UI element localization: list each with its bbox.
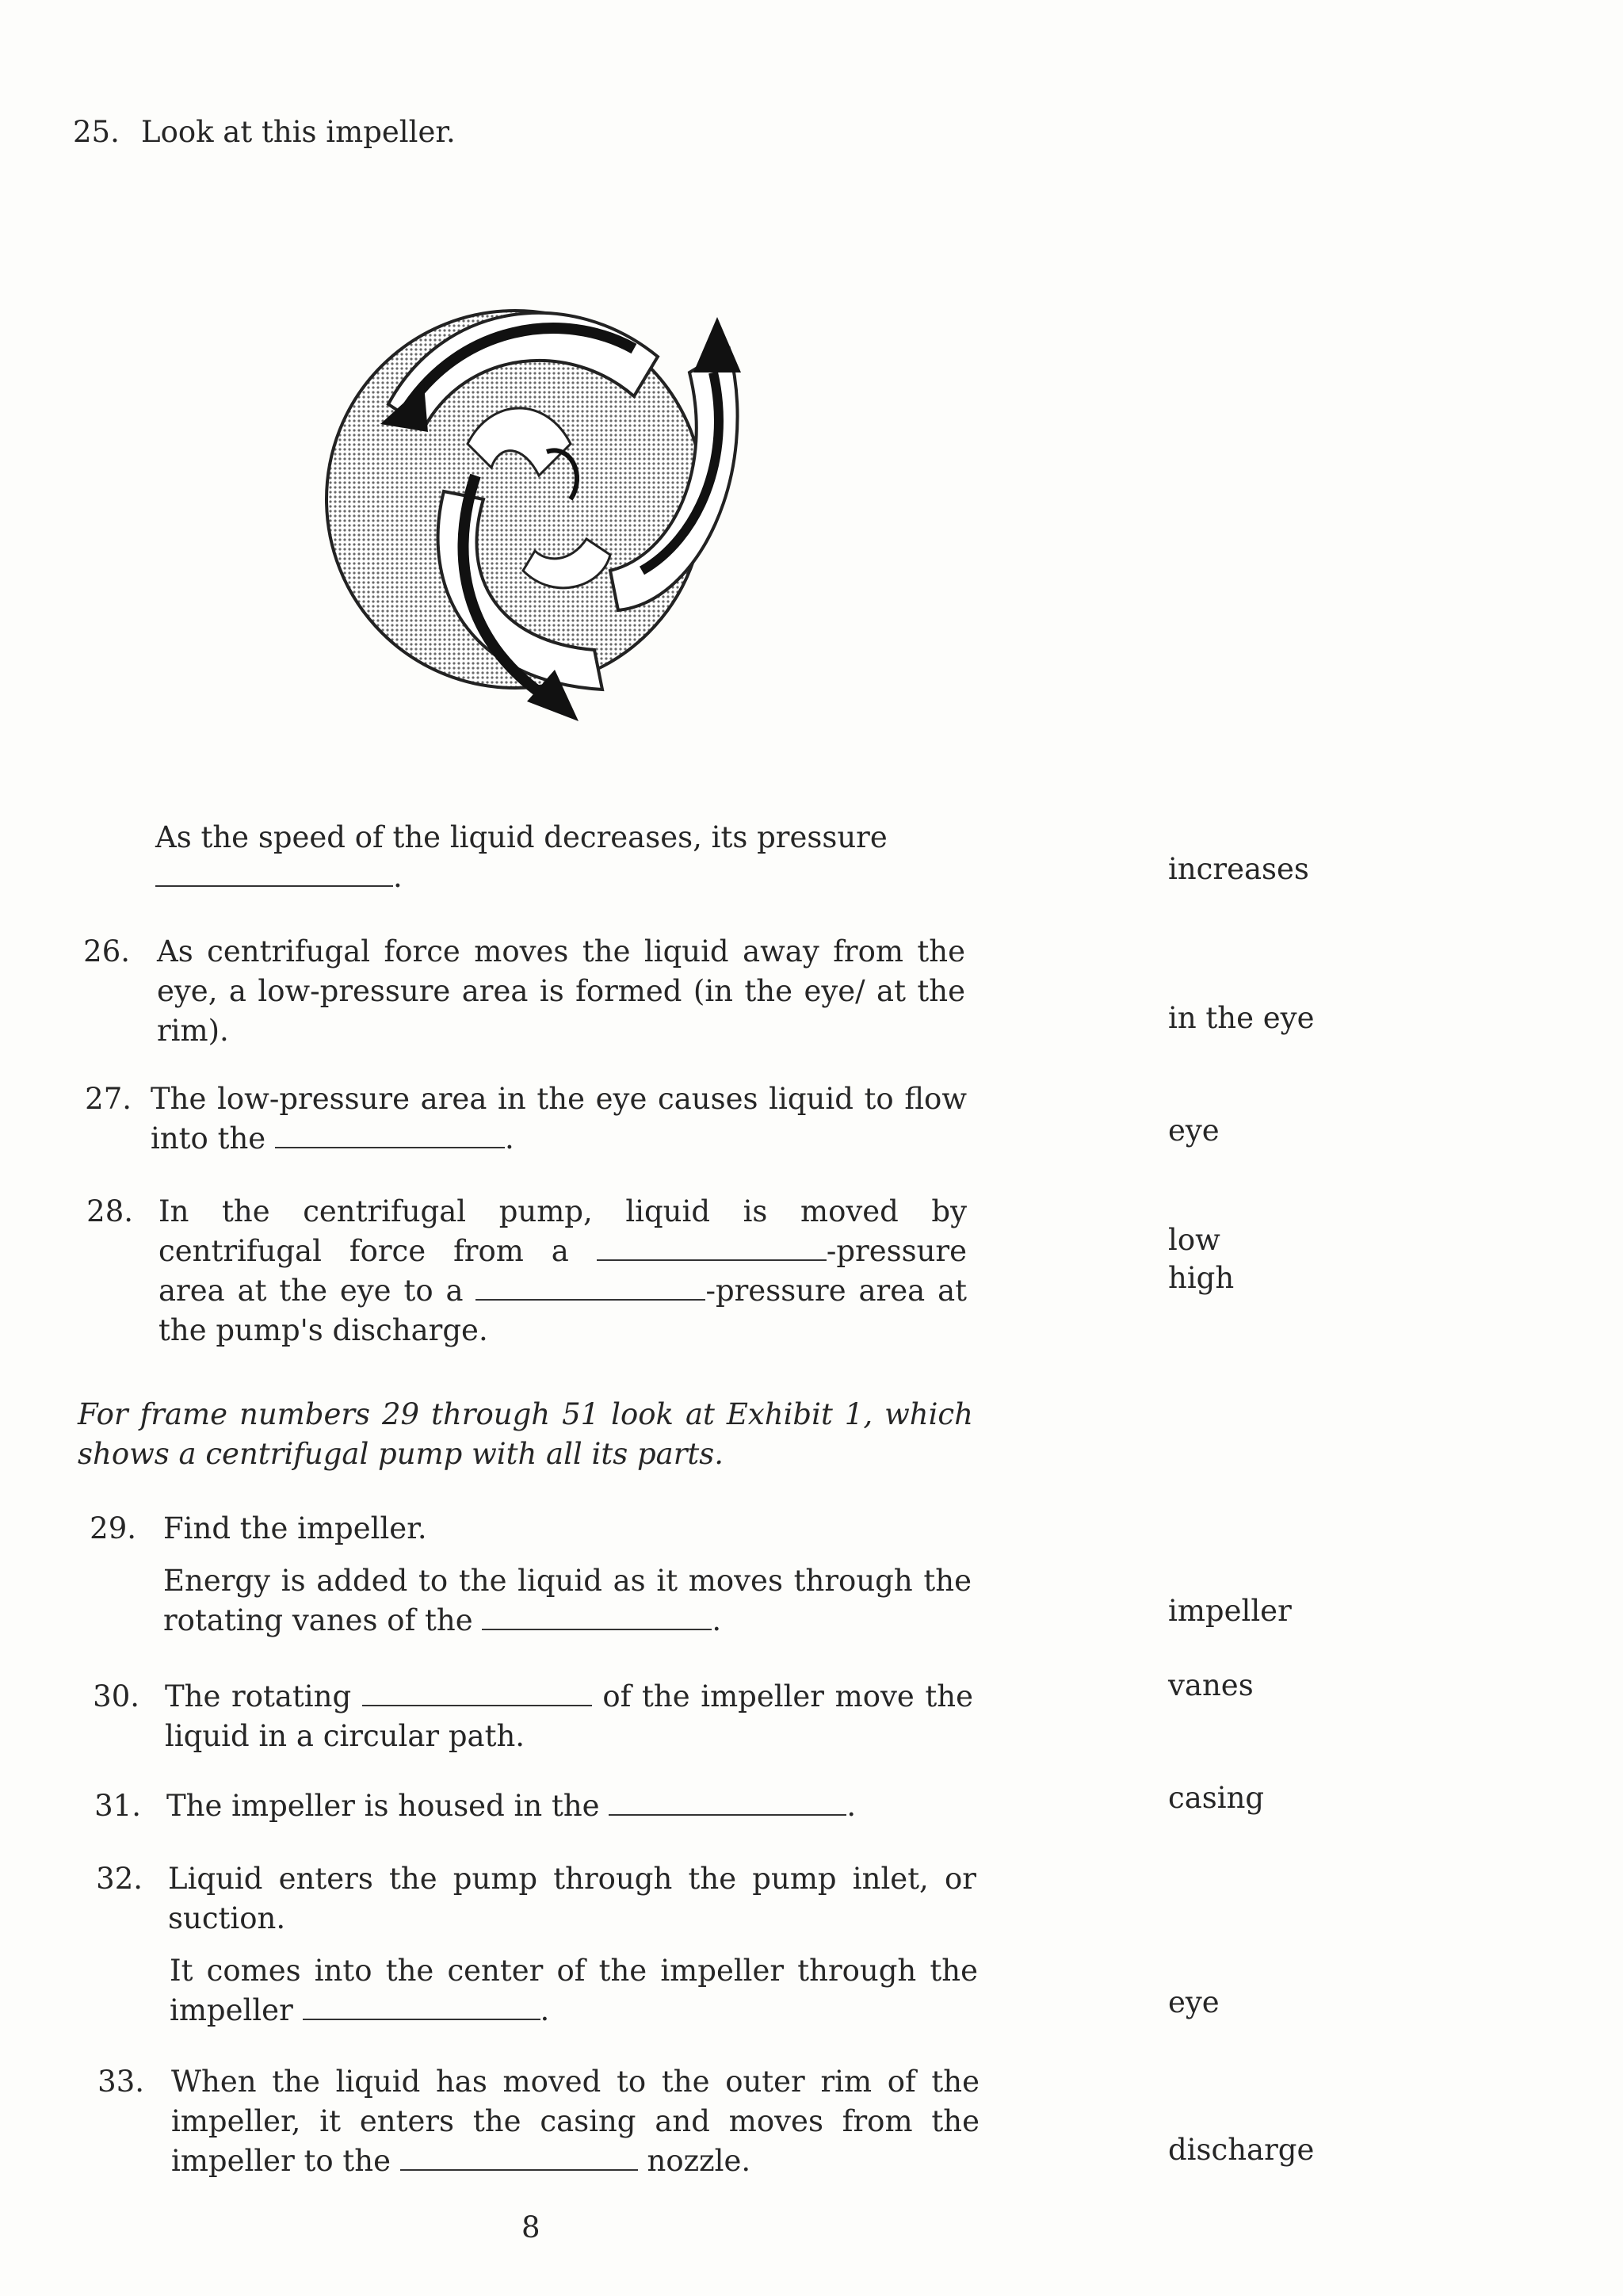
frame-26-text: As centrifugal force moves the liquid away from the eye, a low-pressure area is formed (in the eye/ at the rim). [157, 934, 965, 1048]
prompt-text: In the centrifugal pump, liquid is moved by centrifugal force from a [158, 1194, 967, 1268]
answer-blank [482, 1602, 712, 1630]
frame-32-text [170, 1951, 978, 2030]
page-number: 8 [521, 2210, 540, 2244]
prompt-text: The low-pressure area in the eye causes liquid to flow into the [151, 1082, 967, 1156]
answer-32: eye [1168, 1985, 1220, 2019]
prompt-text-end: of the impeller move the liquid in a circular path. [165, 1679, 974, 1753]
prompt-text-end: . [393, 860, 403, 894]
frame-intro: Find the impeller. [163, 1511, 427, 1545]
answer-26: in the eye [1168, 1001, 1315, 1035]
answer-blank [303, 1992, 540, 2020]
answer-30: vanes [1168, 1668, 1254, 1702]
frame-number: 33. [97, 2065, 144, 2099]
frame-33-text [171, 2062, 980, 2181]
answer-blank [609, 1787, 846, 1816]
frame-27-text [151, 1079, 967, 1159]
prompt-text-end: . [846, 1789, 857, 1823]
prompt-text: The impeller is housed in the [166, 1789, 600, 1823]
prompt-text-end: . [540, 1993, 550, 2027]
answer-25: increases [1168, 852, 1309, 886]
answer-31: casing [1168, 1781, 1265, 1815]
prompt-text-mid: -pressure area at the eye to a [158, 1234, 967, 1308]
answer-blank [275, 1120, 505, 1148]
frame-number: 32. [96, 1862, 143, 1896]
answer-blank-1 [597, 1232, 827, 1261]
impeller-illustration [285, 238, 777, 745]
frame-25-prompt [155, 818, 964, 897]
frame-intro: Look at this impeller. [141, 115, 456, 149]
frame-31-text [166, 1786, 856, 1826]
frame-number: 30. [93, 1679, 139, 1713]
answer-28-low: low [1168, 1223, 1220, 1257]
frame-number: 29. [90, 1511, 136, 1545]
exhibit-instruction: For frame numbers 29 through 51 look at Exhibit 1, which shows a centrifugal pump with all its parts. [78, 1397, 973, 1471]
frame-number: 25. [73, 115, 120, 149]
answer-blank [362, 1678, 592, 1706]
prompt-text: The rotating [165, 1679, 352, 1713]
frame-number: 26. [83, 934, 130, 968]
frame-29-text [163, 1561, 972, 1641]
frame-30-text [165, 1677, 973, 1756]
prompt-text: It comes into the center of the impeller through the impeller [170, 1954, 978, 2027]
frame-28-text [158, 1192, 967, 1350]
frame-number: 31. [94, 1789, 141, 1823]
answer-29: impeller [1168, 1594, 1292, 1628]
answer-blank [400, 2142, 638, 2171]
answer-33: discharge [1168, 2133, 1315, 2167]
answer-27: eye [1168, 1114, 1220, 1148]
prompt-text-end: . [712, 1603, 722, 1637]
answer-28-high: high [1168, 1261, 1235, 1295]
answer-blank [155, 858, 393, 887]
prompt-text: As the speed of the liquid decreases, its pressure [155, 820, 888, 854]
answer-blank-2 [475, 1272, 705, 1301]
frame-number: 28. [86, 1194, 133, 1228]
prompt-text-end: -pressure area at the pump's discharge. [158, 1274, 967, 1347]
frame-number: 27. [85, 1082, 132, 1116]
prompt-text: Energy is added to the liquid as it moves through the rotating vanes of the [163, 1564, 972, 1637]
prompt-text-end: . [504, 1121, 514, 1156]
frame-32-intro: Liquid enters the pump through the pump inlet, or suction. [168, 1862, 976, 1935]
prompt-text-end: nozzle. [647, 2144, 751, 2178]
prompt-text: When the liquid has moved to the outer rim of the impeller, it enters the casing and moves from the impeller to the [171, 2065, 980, 2178]
